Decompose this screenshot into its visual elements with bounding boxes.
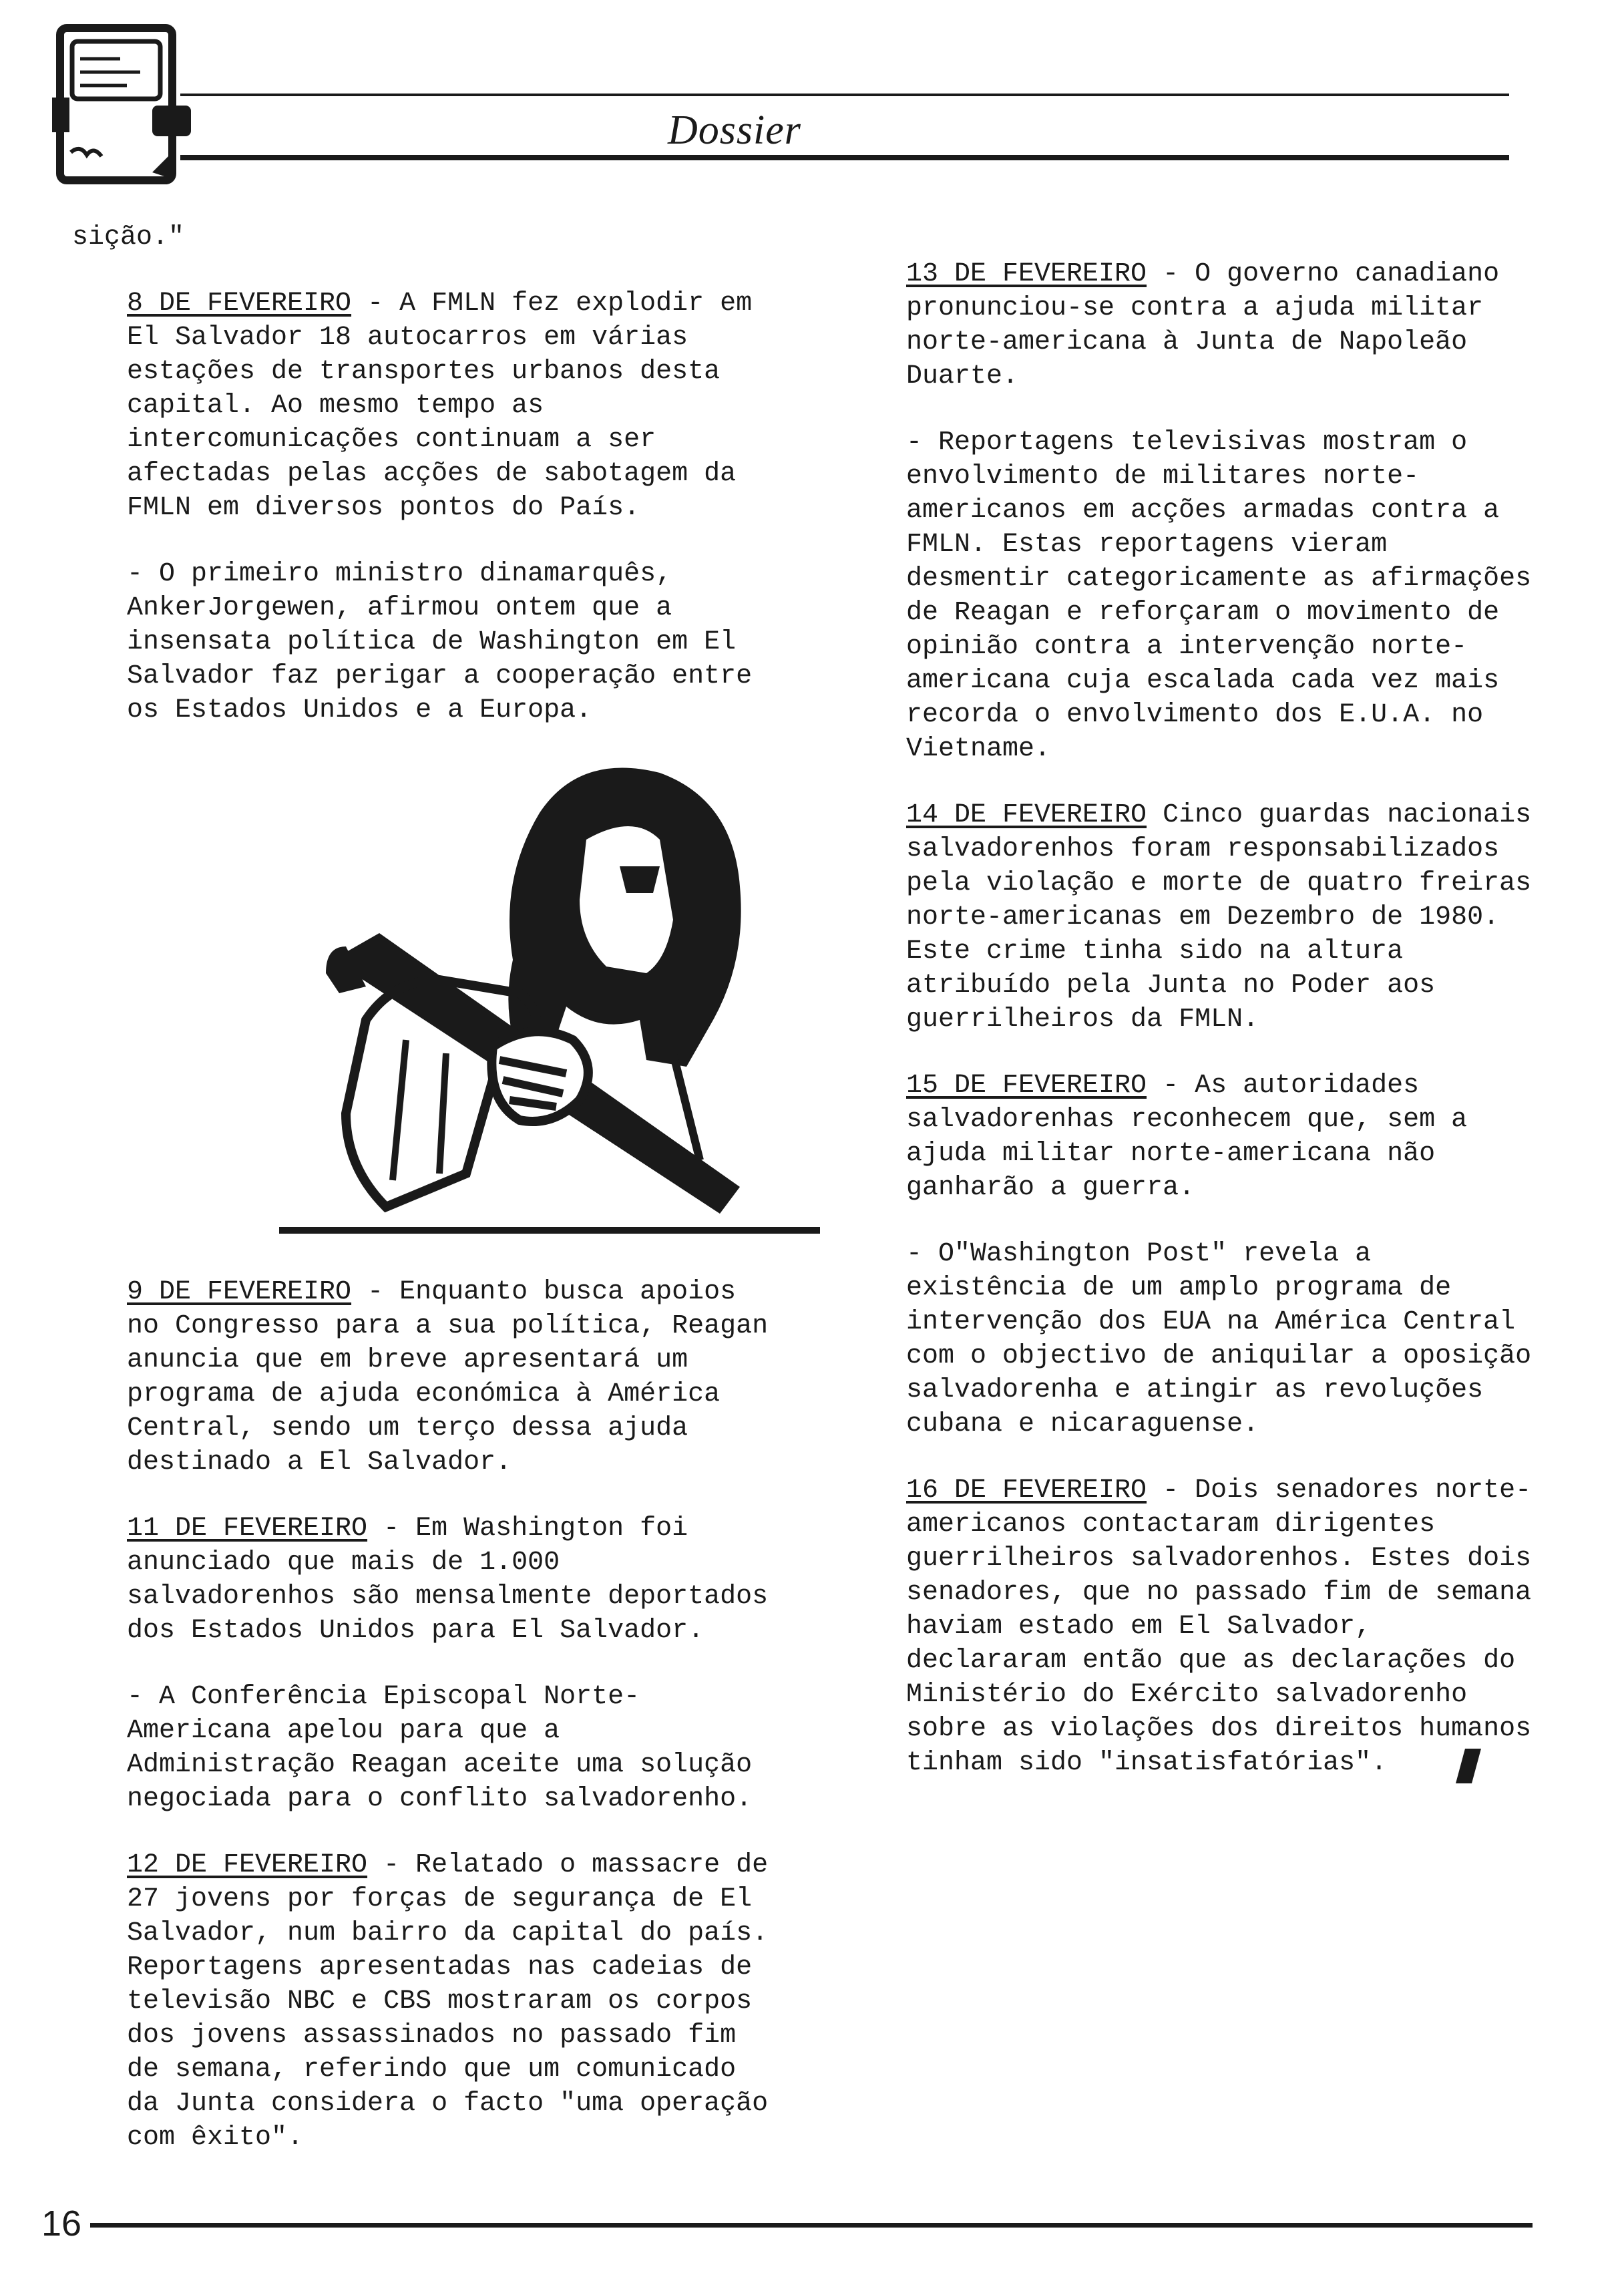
entry-text: - Dois senadores norte-americanos contactaram dirigentes guerrilheiros salvadorenhos. Estes dois senadores, que no passado fim de semana haviam estado em El Salvador, declararam então que as declarações do Ministério do Exército salvadorenho sobre as violações dos direitos humanos tinham sido "insatisfatórias". bbox=[906, 1475, 1532, 1778]
entry-text: - Relatado o massacre de 27 jovens por forças de segurança de El Salvador, num bairro da capital do país. Reportagens apresentadas nas cadeias de televisão NBC e CBS mostraram os corpos dos jovens assassinados no passado fim de semana, referindo que um comunicado da Junta considera o facto "uma operação com êxito". bbox=[127, 1850, 769, 2153]
entry-washington-post bbox=[851, 1237, 1546, 1441]
section-title: Dossier bbox=[668, 108, 801, 153]
entry-12-fevereiro bbox=[72, 1848, 780, 2155]
header-rule-bottom bbox=[180, 155, 1509, 160]
entry-text: - Enquanto busca apoios no Congresso para a sua política, Reagan anuncia que em breve apresentará um programa de ajuda económica à América Central, sendo um terço dessa ajuda destinado a El Salvador. bbox=[127, 1277, 769, 1477]
entry-reportagens-televisivas bbox=[851, 425, 1546, 766]
footer-rule bbox=[90, 2223, 1533, 2228]
entry-date: 12 DE FEVEREIRO bbox=[127, 1850, 368, 1880]
right-column bbox=[851, 257, 1546, 1812]
entry-15-fevereiro bbox=[851, 1069, 1546, 1205]
entry-date: 11 DE FEVEREIRO bbox=[127, 1514, 368, 1544]
entry-date: 9 DE FEVEREIRO bbox=[127, 1277, 352, 1307]
entry-8-fevereiro bbox=[72, 287, 780, 525]
entry-text: - A FMLN fez explodir em El Salvador 18 autocarros em várias estações de transportes urbanos desta capital. Ao mesmo tempo as intercomunicações continuam a ser afectadas pelas acções de sabotagem da FMLN em diversos pontos do País. bbox=[127, 289, 753, 523]
header-rule-top bbox=[180, 94, 1509, 96]
entry-date: 14 DE FEVEREIRO bbox=[906, 800, 1147, 830]
entry-date: 15 DE FEVEREIRO bbox=[906, 1071, 1147, 1101]
page-number: 16 bbox=[41, 2204, 82, 2244]
entry-text: - Em Washington foi anunciado que mais de 1.000 salvadorenhos são mensalmente deportados dos Estados Unidos para El Salvador. bbox=[127, 1514, 769, 1646]
entry-14-fevereiro bbox=[851, 798, 1546, 1037]
entry-text: - O governo canadiano pronunciou-se contra a ajuda militar norte-americana à Junta de Napoleão Duarte. bbox=[906, 259, 1500, 391]
continuation-text: sição." bbox=[72, 222, 185, 252]
end-of-article-mark-icon bbox=[1456, 1749, 1481, 1783]
entry-text: - Reportagens televisivas mostram o envolvimento de militares norte-americanos em acções armadas contra a FMLN. Estas reportagens vieram desmentir categoricamente as afirmações de Reagan e reforçaram o movimento de opinião contra a intervenção norte-americana cuja escalada cada vez mais recorda o envolvimento dos E.U.A. no Vietname. bbox=[906, 427, 1532, 764]
entry-16-fevereiro bbox=[851, 1473, 1546, 1780]
left-column bbox=[72, 220, 780, 2187]
entry-conferencia-episcopal bbox=[72, 1680, 780, 1816]
entry-13-fevereiro bbox=[851, 257, 1546, 393]
newspaper-logo-icon bbox=[52, 19, 192, 192]
entry-text: - As autoridades salvadorenhas reconhecem que, sem a ajuda militar norte-americana não ganharão a guerra. bbox=[906, 1071, 1468, 1203]
entry-text: - O primeiro ministro dinamarquês, AnkerJorgewen, afirmou ontem que a insensata política de Washington em El Salvador faz perigar a cooperação entre os Estados Unidos e a Europa. bbox=[127, 559, 753, 725]
entry-date: 16 DE FEVEREIRO bbox=[906, 1475, 1147, 1506]
entry-date: 8 DE FEVEREIRO bbox=[127, 289, 352, 319]
illustration-man-with-rifle bbox=[272, 759, 827, 1240]
entry-date: 13 DE FEVEREIRO bbox=[906, 259, 1147, 289]
entry-text: - O"Washington Post" revela a existência de um amplo programa de intervenção dos EUA na América Central com o objectivo de aniquilar a oposição salvadorenha e atingir as revoluções cubana e nicaraguense. bbox=[906, 1239, 1532, 1439]
entry-text: - A Conferência Episcopal Norte-Americana apelou para que a Administração Reagan aceite uma solução negociada para o conflito salvadorenho. bbox=[127, 1682, 753, 1814]
entry-dinamarques bbox=[72, 557, 780, 727]
entry-9-fevereiro bbox=[72, 1275, 780, 1479]
entry-11-fevereiro bbox=[72, 1512, 780, 1648]
entry-text: Cinco guardas nacionais salvadorenhos foram responsabilizados pela violação e morte de quatro freiras norte-americanas em Dezembro de 1980. Este crime tinha sido na altura atribuído pela Junta no Poder aos guerrilheiros da FMLN. bbox=[906, 800, 1532, 1035]
